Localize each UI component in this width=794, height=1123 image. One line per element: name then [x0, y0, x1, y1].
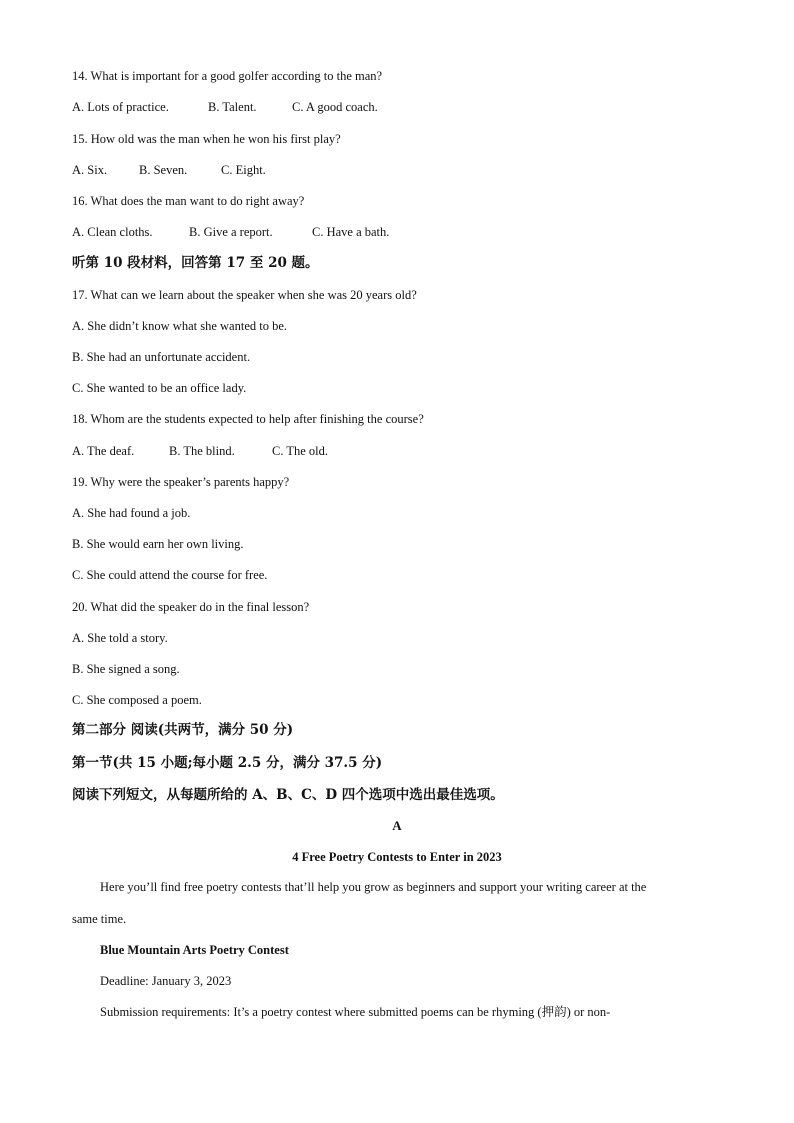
passage-intro-line-2: same time.: [72, 912, 127, 926]
contest-requirements: Submission requirements: It’s a poetry contest where submitted poems can be rhyming (押韵) or non-: [100, 1005, 611, 1019]
question-18-options: [72, 443, 328, 459]
passage-letter: A: [392, 818, 402, 833]
option-a: A. Clean cloths.: [72, 225, 153, 239]
option-c: C. The old.: [272, 444, 329, 458]
question-20-option-c: C. She composed a poem.: [72, 693, 202, 707]
question-15-options: [72, 162, 266, 178]
question-18: 18. Whom are the students expected to help after finishing the course?: [72, 412, 424, 426]
option-b: B. Give a report.: [189, 225, 273, 239]
option-b: B. Talent.: [208, 100, 257, 114]
question-17-option-b: B. She had an unfortunate accident.: [72, 350, 251, 364]
option-a: A. Lots of practice.: [72, 100, 169, 114]
option-b: B. Seven.: [139, 163, 188, 177]
option-c: C. A good coach.: [292, 100, 378, 114]
section-1-heading: 第一节(共 15 小题;每小题 2.5 分，满分 37.5 分): [72, 755, 383, 771]
question-16: 16. What does the man want to do right away?: [72, 194, 305, 208]
question-19-option-c: C. She could attend the course for free.: [72, 568, 268, 582]
question-14: 14. What is important for a good golfer according to the man?: [72, 69, 383, 83]
passage-title: 4 Free Poetry Contests to Enter in 2023: [292, 850, 502, 864]
section-10-instruction: 听第 10 段材料，回答第 17 至 20 题。: [72, 255, 319, 271]
question-17: 17. What can we learn about the speaker when she was 20 years old?: [72, 288, 417, 302]
passage-intro-line-1: Here you’ll find free poetry contests that’ll help you grow as beginners and support your writing career at the: [100, 880, 647, 894]
contest-name: Blue Mountain Arts Poetry Contest: [100, 943, 289, 957]
option-b: B. The blind.: [169, 444, 235, 458]
question-20-option-a: A. She told a story.: [72, 631, 168, 645]
option-a: A. Six.: [72, 163, 108, 177]
question-15: 15. How old was the man when he won his first play?: [72, 132, 341, 146]
part-2-heading: 第二部分 阅读(共两节，满分 50 分): [72, 722, 294, 738]
question-16-options: [72, 224, 389, 240]
contest-deadline: Deadline: January 3, 2023: [100, 974, 232, 988]
option-c: C. Eight.: [221, 163, 266, 177]
option-a: A. The deaf.: [72, 444, 135, 458]
option-c: C. Have a bath.: [312, 225, 390, 239]
question-14-options: [72, 99, 378, 115]
question-19-option-a: A. She had found a job.: [72, 506, 191, 520]
question-17-option-a: A. She didn’t know what she wanted to be.: [72, 319, 288, 333]
reading-instruction: 阅读下列短文，从每题所给的 A、B、C、D 四个选项中选出最佳选项。: [72, 787, 504, 803]
question-19: 19. Why were the speaker’s parents happy?: [72, 475, 290, 489]
question-20: 20. What did the speaker do in the final lesson?: [72, 600, 310, 614]
question-19-option-b: B. She would earn her own living.: [72, 537, 244, 551]
question-20-option-b: B. She signed a song.: [72, 662, 180, 676]
question-17-option-c: C. She wanted to be an office lady.: [72, 381, 247, 395]
